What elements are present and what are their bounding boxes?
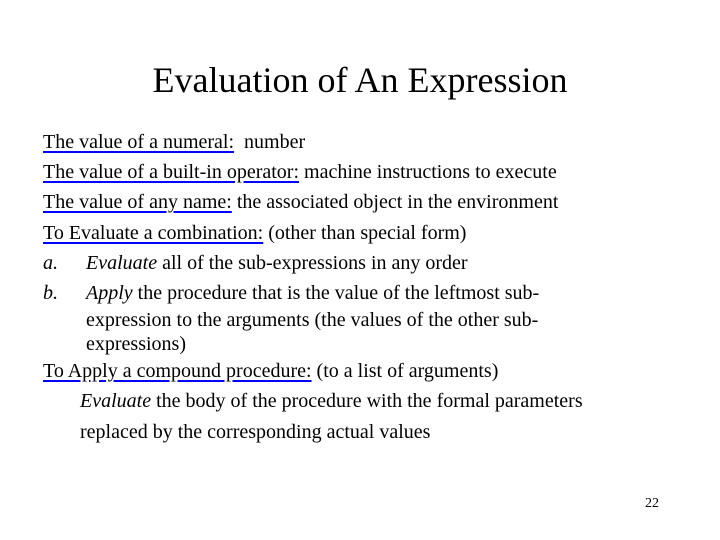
evaluate-body-text: the body of the procedure with the formal parameters (156, 390, 583, 413)
evaluate-body-continuation: replaced by the corresponding actual values (80, 420, 431, 443)
combination-definition: (other than special form) (268, 221, 467, 244)
numeral-term: The value of a numeral: (43, 131, 235, 153)
name-term: The value of any name: (43, 191, 232, 214)
slide-title: Evaluation of An Expression (152, 60, 568, 100)
operator-term: The value of a built-in operator: (43, 161, 300, 184)
evaluate-body-line (43, 386, 703, 416)
step-a-text: all of the sub-expressions in any order (162, 251, 468, 274)
step-b-continuation-2: expressions) (86, 333, 186, 356)
step-a-marker: a. (43, 251, 58, 274)
numeral-line (43, 127, 703, 157)
numeral-definition: number (244, 131, 306, 153)
step-b-line (43, 278, 703, 308)
evaluate-body-verb: Evaluate (80, 390, 152, 413)
step-a-verb: Evaluate (86, 251, 158, 274)
operator-definition: machine instructions to execute (304, 161, 557, 184)
apply-term: To Apply a compound procedure: (43, 360, 312, 383)
name-line (43, 187, 703, 217)
step-b-text: the procedure that is the value of the leftmost sub- (137, 282, 540, 305)
apply-line (43, 356, 703, 386)
operator-line (43, 157, 703, 187)
page-number: 22 (645, 496, 659, 511)
combination-line (43, 218, 703, 248)
apply-definition: (to a list of arguments) (316, 360, 499, 383)
step-a-line (43, 248, 703, 278)
name-definition: the associated object in the environment (236, 191, 559, 214)
step-b-continuation-1: expression to the arguments (the values of the other sub- (86, 309, 539, 332)
combination-term: To Evaluate a combination: (43, 221, 264, 244)
step-b-verb: Apply (86, 282, 133, 305)
slide-body (43, 127, 703, 447)
step-b-marker: b. (43, 282, 58, 305)
